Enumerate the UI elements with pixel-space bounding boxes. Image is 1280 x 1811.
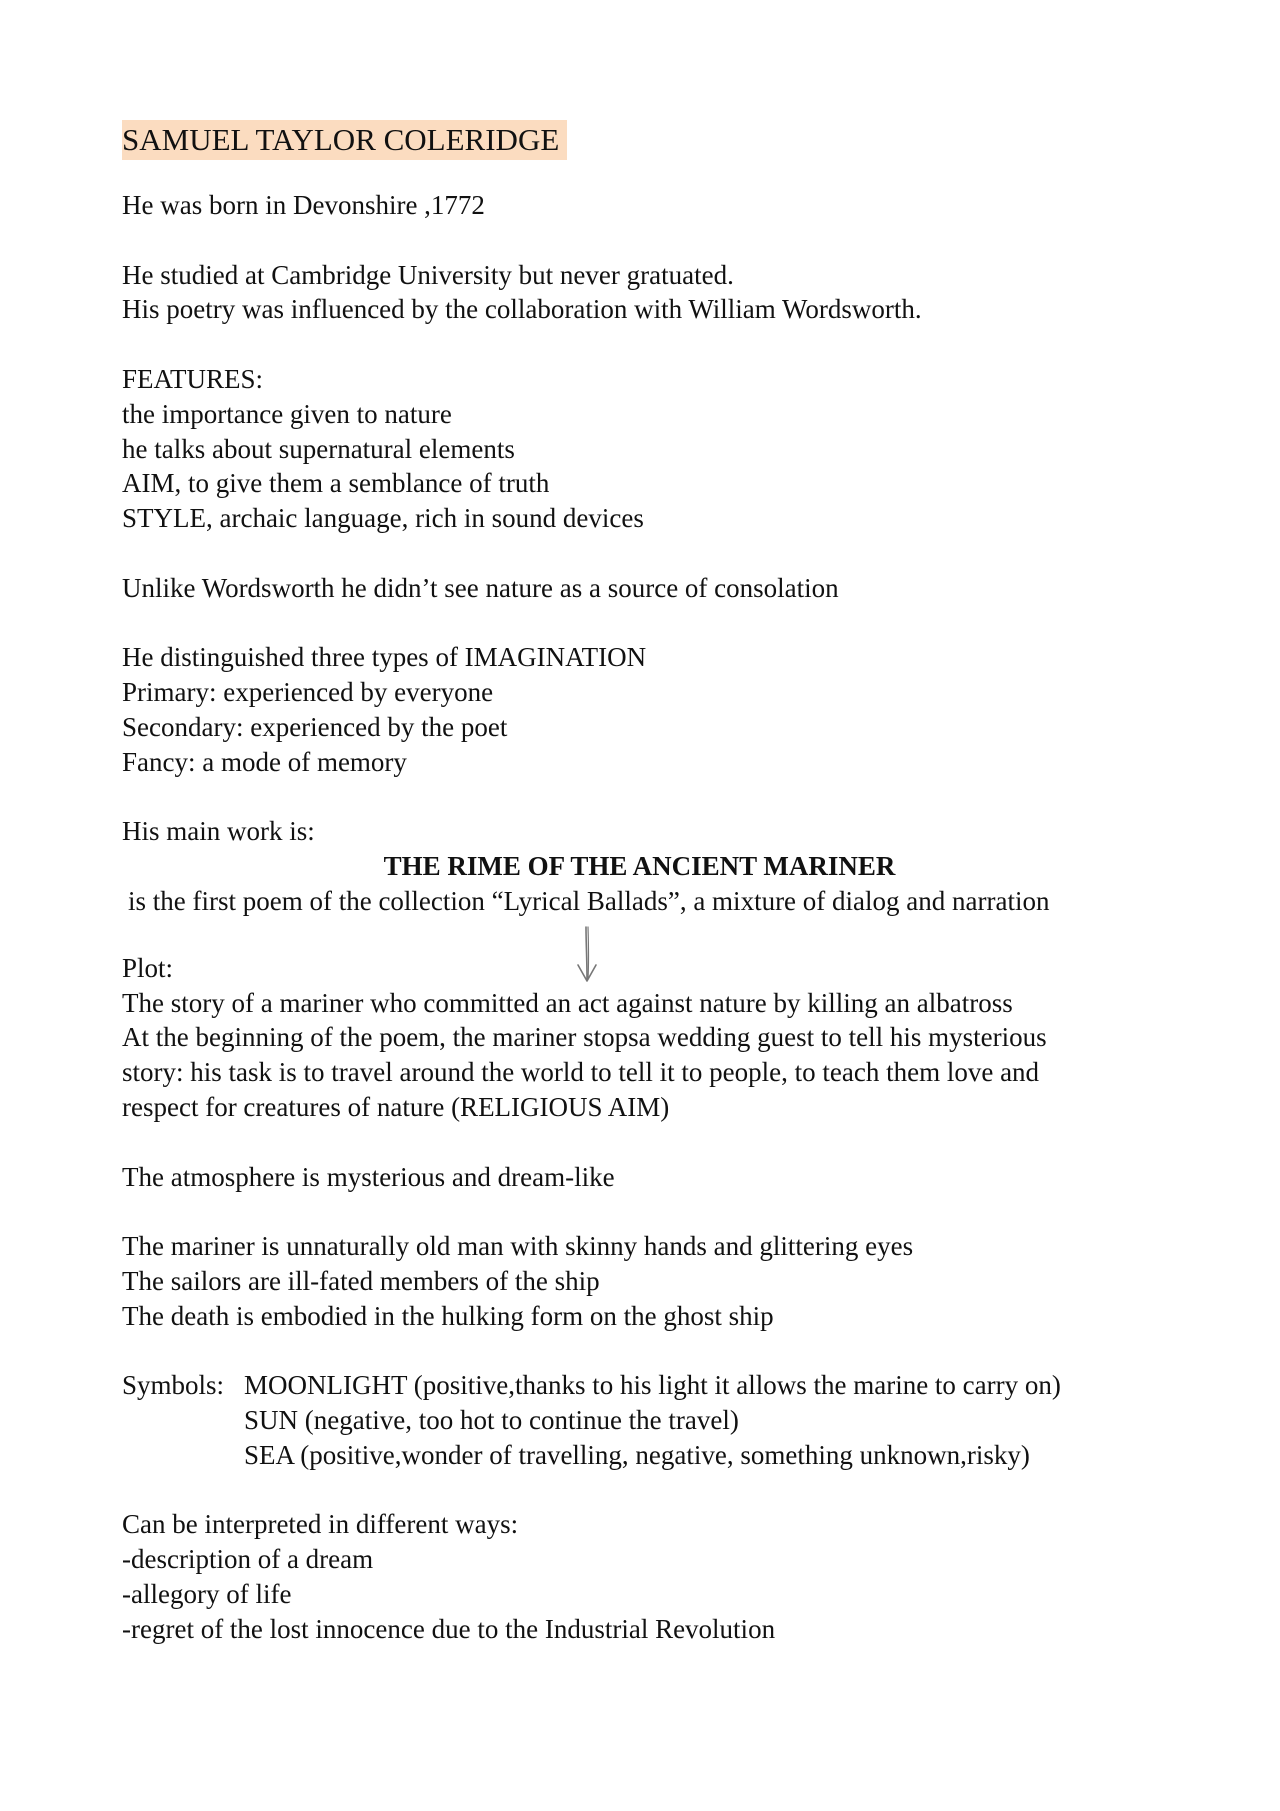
plot-line: The story of a mariner who committed an act against nature by killing an albatross <box>122 987 1013 1018</box>
symbols-row <box>122 1403 1172 1438</box>
title-row <box>122 120 1172 160</box>
born-line: He was born in Devonshire ,1772 <box>122 190 485 220</box>
plot-line: respect for creatures of nature (RELIGIOUS AIM) <box>122 1091 670 1122</box>
feature-item: he talks about supernatural elements <box>122 433 515 464</box>
symbol-item: SEA (positive,wonder of travelling, negative, something unknown,risky) <box>244 1439 1030 1470</box>
influence-line: His poetry was influenced by the collaboration with William Wordsworth. <box>122 294 922 325</box>
main-work-description: is the first poem of the collection “Lyrical Ballads”, a mixture of dialog and narration <box>128 885 1050 916</box>
main-work-title: THE RIME OF THE ANCIENT MARINER <box>383 851 896 882</box>
plot-line: At the beginning of the poem, the mariner stopsa wedding guest to tell his mysterious <box>122 1022 1047 1053</box>
plot-line: story: his task is to travel around the world to tell it to people, to teach them love and <box>122 1057 1040 1088</box>
feature-item: AIM, to give them a semblance of truth <box>122 468 550 499</box>
symbol-item: MOONLIGHT (positive,thanks to his light it allows the marine to carry on) <box>244 1370 1061 1401</box>
imagination-item: Fancy: a mode of memory <box>122 746 407 777</box>
symbol-item: SUN (negative, too hot to continue the travel) <box>244 1405 739 1436</box>
feature-item: STYLE, archaic language, rich in sound devices <box>122 503 644 534</box>
page-title: SAMUEL TAYLOR COLERIDGE <box>122 120 567 160</box>
interpretation-item: -description of a dream <box>122 1544 374 1575</box>
interpretation-item: -regret of the lost innocence due to the Industrial Revolution <box>122 1613 776 1644</box>
studied-line: He studied at Cambridge University but never gratuated. <box>122 259 734 290</box>
symbols-indent <box>122 1438 244 1473</box>
character-line: The mariner is unnaturally old man with skinny hands and glittering eyes <box>122 1231 914 1262</box>
character-line: The sailors are ill-fated members of the ship <box>122 1265 600 1296</box>
symbols-indent <box>122 1403 244 1438</box>
plot-heading: Plot: <box>122 952 174 983</box>
arrow-down-icon <box>574 925 600 987</box>
character-line: The death is embodied in the hulking form on the ghost ship <box>122 1300 774 1331</box>
atmosphere-line: The atmosphere is mysterious and dream-like <box>122 1161 615 1192</box>
imagination-item: Primary: experienced by everyone <box>122 677 494 708</box>
interpretation-item: -allegory of life <box>122 1579 292 1610</box>
feature-item: the importance given to nature <box>122 398 452 429</box>
symbols-label: Symbols: <box>122 1370 225 1401</box>
document-page <box>122 120 1172 1647</box>
features-heading: FEATURES: <box>122 363 264 394</box>
interpretations-heading: Can be interpreted in different ways: <box>122 1509 519 1540</box>
imagination-heading: He distinguished three types of IMAGINATION <box>122 642 647 673</box>
imagination-item: Secondary: experienced by the poet <box>122 711 508 742</box>
symbols-row <box>122 1368 1172 1403</box>
symbols-row <box>122 1438 1172 1473</box>
unlike-line: Unlike Wordsworth he didn’t see nature as a source of consolation <box>122 572 839 603</box>
main-work-intro: His main work is: <box>122 816 315 847</box>
